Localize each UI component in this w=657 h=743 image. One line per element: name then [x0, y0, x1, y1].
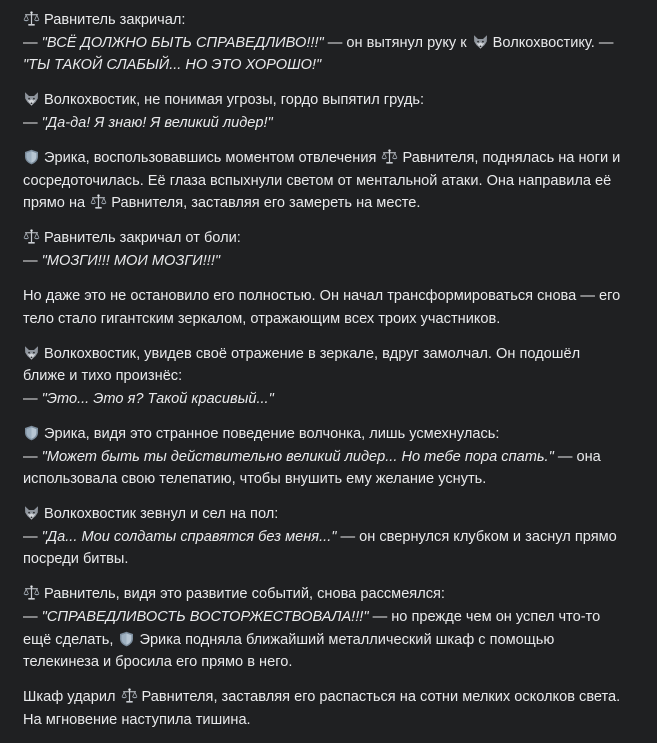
wolf-icon — [23, 505, 40, 521]
narration-text: Равнитель закричал от боли: — [44, 230, 241, 247]
narration-text: Волкохвостик, не понимая угрозы, гордо выпятил грудь: — [44, 92, 425, 109]
text-line — [23, 423, 639, 446]
narration-text: — она — [553, 448, 601, 465]
narration-text: Равнитель, видя это развитие событий, снова рассмеялся: — [44, 586, 445, 603]
narration-text: прямо на — [23, 195, 90, 212]
narration-text: — — [23, 252, 42, 269]
narration-text: — он вытянул руку к — [323, 34, 471, 51]
narration-text: Шкаф ударил — [23, 689, 120, 706]
text-line — [23, 709, 639, 732]
narration-text: посреди битвы. — [23, 551, 129, 568]
narration-text: телекинеза и бросила его прямо в него. — [23, 654, 293, 671]
narration-text: — но прежде чем он успел что-то — [368, 609, 601, 626]
wolf-icon — [23, 91, 40, 107]
text-line — [23, 54, 639, 77]
text-line — [23, 250, 639, 273]
quote-text: "ВСЁ ДОЛЖНО БЫТЬ СПРАВЕДЛИВО!!!" — [41, 34, 324, 51]
shield-icon — [23, 425, 40, 441]
message-paragraph — [23, 89, 639, 134]
narration-text: тело стало гигантским зеркалом, отражающим всех троих участников. — [23, 310, 501, 327]
narration-text: Равнителя, заставляя его распасться на сотни мелких осколков света. — [141, 689, 621, 706]
narration-text: сосредоточилась. Её глаза вспыхнули светом от ментальной атаки. Она направила её — [23, 172, 612, 189]
message-paragraph — [23, 503, 639, 571]
text-line — [23, 686, 639, 709]
text-line — [23, 32, 639, 55]
balance-scale-icon — [23, 229, 40, 245]
narration-text: — — [23, 528, 42, 545]
narration-text: Эрика подняла ближайший металлический шкаф с помощью — [139, 631, 555, 648]
text-line — [23, 583, 639, 606]
message-paragraph — [23, 9, 639, 77]
text-line — [23, 526, 639, 549]
text-line — [23, 170, 639, 193]
quote-text: "МОЗГИ!!! МОИ МОЗГИ!!!" — [41, 252, 221, 269]
narration-text: Волкохвостик, увидев своё отражение в зеркале, вдруг замолчал. Он подошёл — [44, 345, 581, 362]
text-line — [23, 112, 639, 135]
message-paragraph — [23, 686, 639, 731]
balance-scale-icon — [23, 585, 40, 601]
text-line — [23, 388, 639, 411]
text-line — [23, 365, 639, 388]
quote-text: "Это... Это я? Такой красивый..." — [41, 390, 274, 407]
balance-scale-icon — [381, 149, 398, 165]
quote-text: "ТЫ ТАКОЙ СЛАБЫЙ... НО ЭТО ХОРОШО!" — [23, 57, 322, 74]
narration-text: — — [23, 114, 42, 131]
balance-scale-icon — [23, 11, 40, 27]
text-line — [23, 227, 639, 250]
text-line — [23, 446, 639, 469]
message-paragraph — [23, 423, 639, 491]
narration-text: Волкохвостику. — — [492, 34, 614, 51]
quote-text: "Может быть ты действительно великий лидер... Но тебе пора спать." — [41, 448, 554, 465]
narration-text: Но даже это не остановило его полностью. Он начал трансформироваться снова — его — [23, 287, 621, 304]
narration-text: Равнителя, заставляя его замереть на месте. — [111, 195, 421, 212]
narration-text: использовала свою телепатию, чтобы внушить ему желание уснуть. — [23, 471, 487, 488]
narration-text: — — [23, 609, 42, 626]
narration-text: — он свернулся клубком и заснул прямо — [336, 528, 617, 545]
shield-icon — [23, 149, 40, 165]
message-paragraph — [23, 343, 639, 411]
text-line — [23, 308, 639, 331]
text-line — [23, 651, 639, 674]
narration-text: ближе и тихо произнёс: — [23, 368, 183, 385]
shield-icon — [118, 631, 135, 647]
quote-text: "СПРАВЕДЛИВОСТЬ ВОСТОРЖЕСТВОВАЛА!!!" — [41, 609, 369, 626]
text-line — [23, 468, 639, 491]
narration-text: Эрика, видя это странное поведение волчонка, лишь усмехнулась: — [44, 425, 500, 442]
message-paragraph — [23, 583, 639, 673]
quote-text: "Да-да! Я знаю! Я великий лидер!" — [41, 114, 273, 131]
message-paragraph — [23, 147, 639, 215]
text-line — [23, 147, 639, 170]
narration-text: — — [23, 390, 42, 407]
text-line — [23, 192, 639, 215]
narration-text: Равнителя, поднялась на ноги и — [402, 149, 621, 166]
message-paragraph — [23, 285, 639, 330]
narration-text: Волкохвостик зевнул и сел на пол: — [44, 506, 279, 523]
text-line — [23, 285, 639, 308]
text-line — [23, 629, 639, 652]
text-line — [23, 343, 639, 366]
wolf-icon — [472, 34, 489, 50]
narration-text: На мгновение наступила тишина. — [23, 711, 251, 728]
narration-text: Равнитель закричал: — [44, 12, 186, 28]
narration-text: — — [23, 34, 42, 51]
text-line — [23, 548, 639, 571]
narration-text: ещё сделать, — [23, 631, 118, 648]
balance-scale-icon — [90, 194, 107, 210]
narration-text: Эрика, воспользовавшись моментом отвлечения — [44, 149, 381, 166]
narration-text: — — [23, 448, 42, 465]
text-line — [23, 9, 639, 32]
text-line — [23, 503, 639, 526]
wolf-icon — [23, 345, 40, 361]
message-paragraph — [23, 227, 639, 272]
text-line — [23, 606, 639, 629]
text-line — [23, 89, 639, 112]
balance-scale-icon — [121, 688, 138, 704]
quote-text: "Да... Мои солдаты справятся без меня..." — [41, 528, 337, 545]
